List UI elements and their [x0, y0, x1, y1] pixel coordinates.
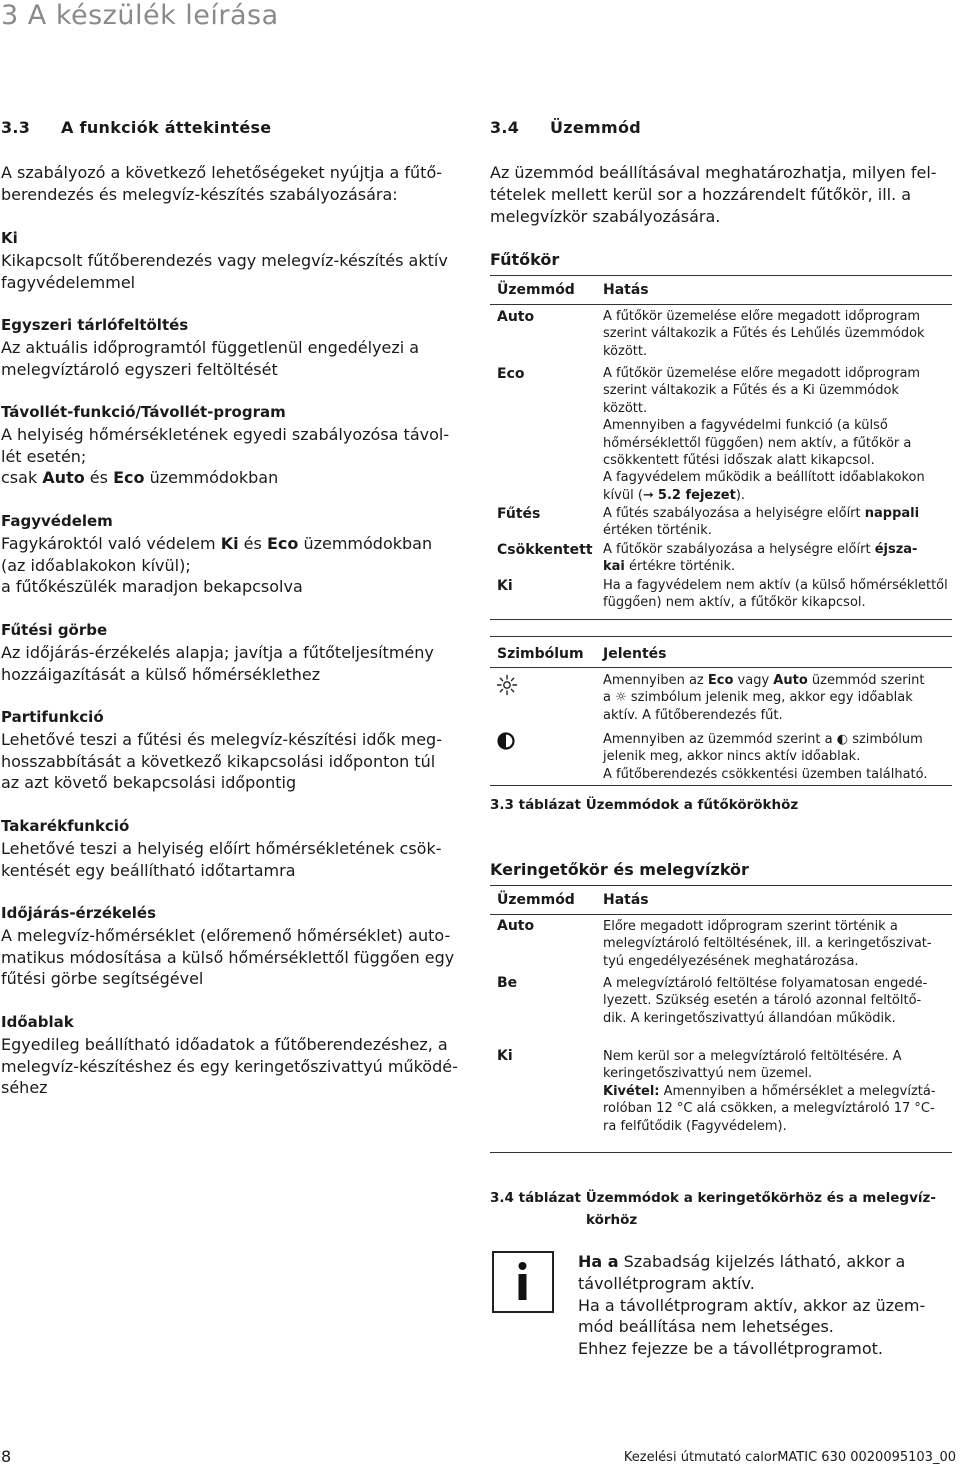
table1-effect-eco: [603, 365, 958, 504]
text-part: és: [84, 468, 114, 488]
table3-effect-off: [603, 1048, 958, 1135]
table3-top-rule: [490, 885, 952, 886]
feature-desc: A helyiség hőmérsékletének egyedi szabályozósa távol- lét esetén;: [1, 424, 450, 466]
table3-mode-off: Ki: [497, 1048, 513, 1064]
table3-effect-auto: Előre megadott időprogram szerint történik a melegvíztároló feltöltésének, ill. a keringetőszivat- tyú engedélyezésének meghatározása.: [603, 919, 932, 969]
feature-desc: A melegvíz-hőmérséklet (előremenő hőmérséklet) auto- matikus módosítása a külső hőmérséklettől függően egy fűtési görbe segítségével: [1, 925, 455, 989]
text-part: üzemmódokban: [144, 468, 279, 488]
feature-item-party: [1, 707, 471, 794]
table3-mode-auto: Auto: [497, 918, 535, 934]
sun-icon: [496, 674, 518, 696]
table2-bottom-rule: [490, 785, 952, 786]
moon-icon: [496, 731, 518, 751]
table1-mode-eco: Eco: [497, 366, 525, 382]
exception-label: Kivétel:: [603, 1083, 660, 1099]
table3-bottom-rule: [490, 1152, 952, 1153]
feature-desc: Az aktuális időprogramtól függetlenül engedélyezi a melegvíztároló egyszeri feltöltését: [1, 337, 420, 379]
intro-paragraph: A szabályozó a következő lehetőségeket nyújtja a fűtő- berendezés és melegvíz-készítés szabályozására:: [1, 163, 442, 204]
feature-item-weather: [1, 903, 471, 990]
feature-title: Fűtési görbe: [1, 621, 108, 639]
info-note: [578, 1251, 958, 1360]
table1-col-mode: Üzemmód: [497, 282, 575, 298]
feature-title: Fagyvédelem: [1, 512, 113, 530]
text-part: Amennyiben a hőmérséklet a melegvíztá- rolóban 12 °C alá csökken, a melegvíztároló 17 °C- ra felfűtődik (Fagyvédelem).: [603, 1083, 936, 1134]
mode-eco: Eco: [113, 468, 145, 488]
feature-desc-modes: [1, 467, 471, 489]
chapter-ref: 5.2 fejezet: [657, 487, 736, 503]
info-text: Szabadság kijelzés látható, akkor a távollétprogram aktív. Ha a távollétprogram aktív, akkor az üzem- mód beállítása nem lehetséges. Ehhez fejezze be a távollétprogramot.: [578, 1252, 926, 1359]
text-part: értéken történik.: [603, 523, 712, 539]
heating-circuit-heading: Fűtőkör: [490, 250, 560, 269]
section-number: 3.4: [490, 118, 520, 137]
feature-title: Időablak: [1, 1013, 74, 1031]
text-part: Fagykároktól való védelem: [1, 533, 221, 553]
table1-mode-reduced: Csökkentett: [497, 542, 593, 558]
feature-desc: (az időablakokon kívül); a fűtőkészülék maradjon bekapcsolva: [1, 555, 303, 597]
table2-col-meaning: Jelentés: [603, 646, 667, 662]
section-title: A funkciók áttekintése: [61, 118, 272, 137]
mode-eco: Eco: [266, 533, 299, 553]
table1-mode-auto: Auto: [497, 309, 535, 325]
text-part: kívül (➞: [603, 487, 658, 503]
table2-meaning-sun: [603, 672, 958, 724]
bold-word: nappali: [864, 506, 920, 521]
table1-mode-heating: Fűtés: [497, 506, 541, 522]
table1-effect-auto: A fűtőkör üzemelése előre megadott időprogram szerint váltakozik a Fűtés és Lehűlés üzemmódok között.: [603, 309, 925, 359]
right-intro-paragraph: Az üzemmód beállításával meghatározhatja, milyen fel- tételek mellett kerül sor a hozzárendelt fűtőkör, ill. a melegvízkör szabályozására.: [490, 163, 937, 226]
table3-col-effect: Hatás: [603, 892, 649, 908]
feature-item-heating-curve: [1, 620, 471, 685]
table2-meaning-moon: Amennyiben az üzemmód szerint a ◐ szimbólum jelenik meg, akkor nincs aktív időablak. A fűtőberendezés csökkentési üzemben található.: [603, 732, 928, 782]
table1-header-rule: [490, 304, 952, 305]
dhw-circuit-heading: Keringetőkör és melegvízkör: [490, 860, 749, 879]
caption-line: 3.4 táblázat Üzemmódok a keringetőkörhöz és a melegvíz-: [490, 1190, 936, 1206]
mode-eco: Eco: [707, 673, 734, 688]
feature-title: Partifunkció: [1, 708, 104, 726]
table1-bottom-rule: [490, 619, 952, 620]
text-part: A fűtőkör üzemelése előre megadott időprogram szerint váltakozik a Fűtés és a Ki üzemmódok között. Amennyiben a fagyvédelmi funkció (a külső hőmérséklettől függően) nem aktív, a fűtőkör a csökkentett fűtési időszak alatt kikapcsol. A fagyvédelem működik a beállított időablakokon: [603, 366, 925, 486]
text-part: értékre történik.: [624, 559, 736, 575]
feature-title: Távollét-funkció/Távollét-program: [1, 403, 286, 421]
feature-desc: Egyedileg beállítható időadatok a fűtőberendezéshez, a melegvíz-készítéshez és egy keringetőszivattyú működé- séhez: [1, 1034, 458, 1098]
text-part: A fűtés szabályozása a helyiségre előírt: [603, 506, 865, 521]
mode-auto: Auto: [42, 468, 85, 488]
feature-title: Takarékfunkció: [1, 817, 130, 835]
feature-desc: Lehetővé teszi a fűtési és melegvíz-készítési idők meg- hosszabbítását a következő kikapcsolási időponton túl az azt követő bekapcsolási időpontig: [1, 729, 442, 793]
feature-title: Időjárás-érzékelés: [1, 904, 157, 922]
feature-item-saving: [1, 816, 471, 881]
section-number: 3.3: [1, 118, 31, 137]
feature-desc: Az időjárás-érzékelés alapja; javítja a fűtőteljesítmény hozzáigazítását a külső hőmérséklethez: [1, 642, 434, 684]
mode-ki: Ki: [220, 533, 239, 553]
table3-effect-on: A melegvíztároló feltöltése folyamatosan engedé- lyezett. Szükség esetén a tároló azonnal feltöltő- dik. A keringetőszivattyú állandóan működik.: [603, 976, 928, 1026]
text-part: csak: [1, 468, 43, 488]
text-part: A fűtőkör szabályozása a helységre előírt: [603, 542, 875, 557]
text-part: Nem kerül sor a melegvíztároló feltöltésére. A keringetőszivattyú nem üzemel.: [603, 1049, 902, 1082]
feature-desc-line1: [1, 533, 471, 555]
bold-word: éjsza- kai: [603, 542, 918, 575]
feature-item-absence: [1, 402, 471, 489]
feature-desc: Kikapcsolt fűtőberendezés vagy melegvíz-készítés aktív fagyvédelemmel: [1, 250, 448, 292]
info-glyph: [494, 1253, 551, 1310]
feature-item-time-window: [1, 1012, 471, 1099]
text-part: vagy: [733, 673, 774, 688]
page-header-title: 3 A készülék leírása: [1, 0, 279, 31]
text-part: és: [238, 533, 267, 553]
table1-effect-reduced: [603, 541, 958, 576]
page-number: 8: [1, 1447, 12, 1466]
table1-effect-off: Ha a fagyvédelem nem aktív (a külső hőmérséklettől függően) nem aktív, a fűtőkör kikapcsol.: [603, 578, 948, 611]
table3-mode-on: Be: [497, 975, 518, 991]
table3-col-mode: Üzemmód: [497, 892, 575, 908]
mode-auto: Auto: [773, 673, 808, 688]
feature-title: Egyszeri tárlófeltöltés: [1, 316, 189, 334]
text-part: Amennyiben az: [603, 673, 708, 688]
info-icon: [492, 1251, 554, 1313]
table1-mode-off: Ki: [497, 578, 513, 594]
section-heading-3-4: [490, 118, 641, 137]
table2-header-rule: [490, 667, 952, 668]
feature-item-tank-charge: [1, 315, 471, 380]
table1-effect-heating: [603, 505, 958, 540]
feature-item-off: [1, 228, 471, 293]
feature-title: Ki: [1, 229, 18, 247]
feature-desc: Lehetővé teszi a helyiség előírt hőmérsékletének csök- kentését egy beállítható időtartamra: [1, 838, 442, 880]
document-id: Kezelési útmutató calorMATIC 630 0020095103_00: [623, 1450, 956, 1465]
table3-header-rule: [490, 914, 952, 915]
caption-line: körhöz: [586, 1212, 638, 1228]
table2-col-symbol: Szimbólum: [497, 646, 584, 662]
table1-col-effect: Hatás: [603, 282, 649, 298]
text-part: üzemmódokban: [298, 533, 433, 553]
text-part: ).: [735, 487, 746, 503]
section-heading-3-3: [1, 118, 271, 137]
table2-top-rule: [490, 636, 952, 637]
feature-item-frost: [1, 511, 471, 598]
table-caption-3-3: 3.3 táblázat Üzemmódok a fűtőkörökhöz: [490, 797, 799, 813]
table-caption-3-4: [490, 1187, 950, 1231]
section-title: Üzemmód: [550, 118, 642, 137]
table1-top-rule: [490, 275, 952, 276]
text-part: üzemmód szerint a ☼ szimbólum jelenik meg, akkor egy időablak aktív. A fűtőberendezés fűt.: [603, 673, 925, 723]
info-bold: Ha a: [578, 1252, 619, 1271]
